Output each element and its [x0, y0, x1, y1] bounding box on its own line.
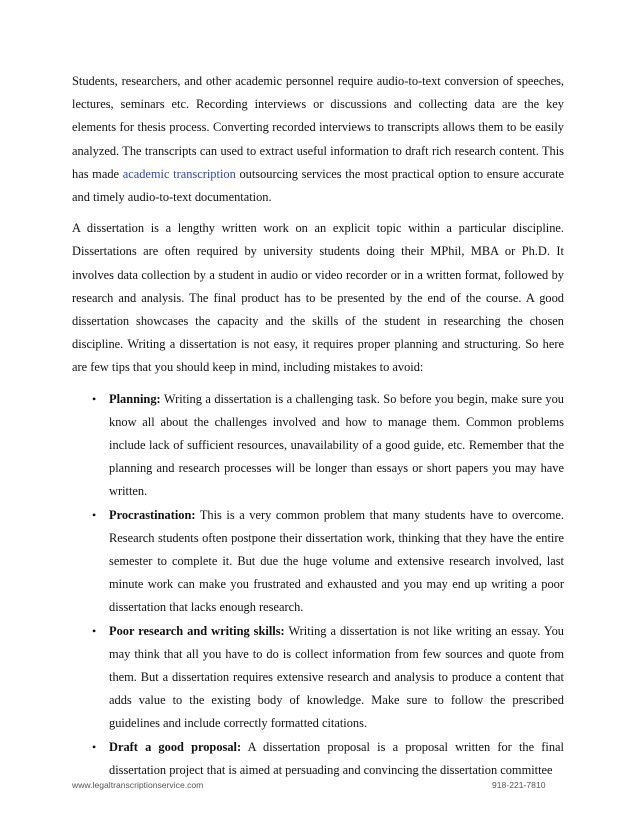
intro-text-after-link: outsourcing services the most practical option to ensure accurate and timely audio-to-text documentation.: [72, 166, 565, 205]
bullet-icon: •: [92, 623, 97, 638]
bullet-icon: •: [92, 507, 97, 522]
tip-text: Writing a dissertation is a challenging task. So before you begin, make sure you know all about the challenges involved and how to manage them. Common problems include lack of sufficient resources, unavailability of a good guide, etc. Remember that the planning and research processes will be longer than essays or short papers you may have written.: [109, 391, 564, 499]
footer-phone: 918-221-7810: [492, 780, 546, 790]
tip-text: Writing a dissertation is not like writing an essay. You may think that all you have to do is collect information from few sources and quote from them. But a dissertation requires extensive research and analysis to produce a content that adds value to the existing body of knowledge. Make sure to follow the prescribed guidelines and include correctly formatted citations.: [109, 623, 564, 731]
footer-website: www.legaltranscriptionservice.com: [72, 780, 204, 790]
tip-text: This is a very common problem that many students have to overcome. Research students often postpone their dissertation work, thinking that they have the entire semester to complete it. But due the huge volume and extensive research involved, last minute work can make you frustrated and exhausted and you may end up writing a poor dissertation that lacks enough research.: [109, 507, 564, 615]
tip-heading: Poor research and writing skills:: [109, 623, 285, 638]
tip-heading: Procrastination:: [109, 507, 196, 522]
intro-text-before-link: Students, researchers, and other academic personnel require audio-to-text conversion of speeches, lectures, seminars etc. Recording interviews or discussions and collecting data are the key elements for thesis process. Converting recorded interviews to transcripts allows them to be easily analyzed. The transcripts can used to extract useful information to draft rich research content. This has made: [72, 74, 564, 181]
intro-paragraph: [72, 70, 564, 209]
tip-heading: Planning:: [109, 391, 161, 406]
dissertation-paragraph: A dissertation is a lengthy written work on an explicit topic within a particular discipline. Dissertations are often required by university students doing their MPhil, MBA or Ph.D. It involves data collection by a student in audio or video recorder or in a written format, followed by research and analysis. The final product has to be presented by the end of the course. A good dissertation showcases the capacity and the skills of the student in researching the chosen discipline. Writing a dissertation is not easy, it requires proper planning and structuring. So here are few tips that you should keep in mind, including mistakes to avoid:: [72, 221, 564, 375]
tip-heading: Draft a good proposal:: [109, 739, 242, 754]
document-body: [72, 70, 564, 782]
bullet-icon: •: [92, 739, 97, 754]
tip-item-procrastination: [72, 504, 564, 620]
bullet-icon: •: [92, 391, 97, 406]
academic-transcription-link[interactable]: academic transcription: [122, 166, 236, 181]
tip-item-planning: [72, 388, 564, 504]
tip-text: A dissertation proposal is a proposal written for the final dissertation project that is aimed at persuading and convincing the dissertation committee: [109, 739, 564, 777]
tip-item-poor-research: [72, 620, 564, 736]
tip-item-proposal: [72, 736, 564, 782]
tips-list: [72, 388, 564, 782]
